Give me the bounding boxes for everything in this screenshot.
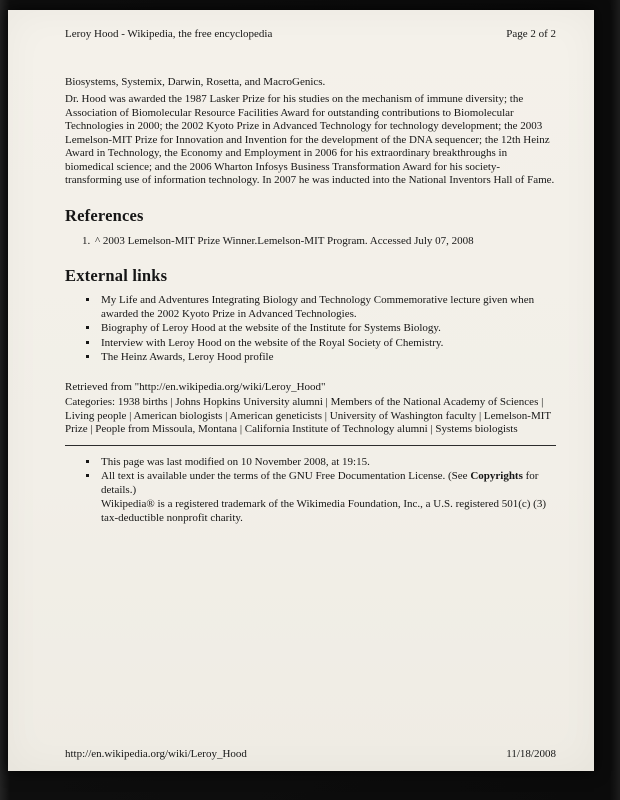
categories-line: Categories: 1938 births | Johns Hopkins University alumni | Members of the National Academy of Sciences | Living people | American biologists | American geneticists | University of Washington faculty | Lemelson-MIT Prize | People from Missoula, Montana | California Institute of Technology alumni | Systems biologists — [65, 396, 551, 435]
footer-notes-list — [65, 456, 556, 526]
categories-divider — [65, 445, 556, 446]
retrieved-from-line: Retrieved from "http://en.wikipedia.org/wiki/Leroy_Hood" — [65, 380, 326, 393]
print-footer — [65, 748, 556, 762]
list-item: ▪ My Life and Adventures Integrating Biology and Technology Commemorative lecture given when awarded the 2002 Kyoto Prize in Advanced Technologies. — [99, 294, 556, 321]
license-text-tail: for details.) — [101, 470, 539, 496]
list-item: ▪ Interview with Leroy Hood on the website of the Royal Society of Chemistry. — [99, 337, 556, 351]
external-links-heading: External links — [65, 266, 168, 285]
external-links-list — [65, 294, 556, 365]
license-note — [99, 470, 556, 525]
print-header — [65, 28, 556, 42]
print-footer-date: 11/18/2008 — [506, 747, 556, 760]
copyrights-emphasis: Copyrights — [470, 470, 523, 482]
license-text: All text is available under the terms of the GNU Free Documentation License. (See — [101, 470, 471, 482]
reference-item: 1. ^ 2003 Lemelson-MIT Prize Winner.Lemelson-MIT Program. Accessed July 07, 2008 — [93, 235, 556, 249]
list-item: ▪ Biography of Leroy Hood at the website of the Institute for Systems Biology. — [99, 322, 556, 336]
references-list — [65, 235, 556, 249]
page-content — [8, 10, 594, 771]
trademark-note: Wikipedia® is a registered trademark of the Wikimedia Foundation, Inc., a U.S. registered 501(c) (3) tax-deductible nonprofit charity. — [101, 498, 546, 524]
last-modified-note: ▪ This page was last modified on 10 November 2008, at 19:15. — [99, 456, 556, 470]
intro-line: Biosystems, Systemix, Darwin, Rosetta, and MacroGenics. — [65, 75, 326, 88]
references-heading: References — [65, 205, 144, 225]
awards-paragraph: Dr. Hood was awarded the 1987 Lasker Prize for his studies on the mechanism of immune diversity; the Association of Biomolecular Resource Facilities Award for outstanding contributions to Biomolecular Technologies in 2000; the 2002 Kyoto Prize in Advanced Technology for technology development; the 2003 Lemelson-MIT Prize for Innovation and Invention for the development of the DNA sequencer; the 12th Heinz Award in Technology, the Economy and Employment in 2006 for his extraordinary breakthroughs in biomedical science; and the 2006 Wharton Infosys Business Transformation Award for his society-transforming use of information technology. In 2007 he was inducted into the National Inventors Hall of Fame. — [65, 93, 555, 186]
print-header-page-number: Page 2 of 2 — [506, 28, 556, 40]
print-header-title: Leroy Hood - Wikipedia, the free encyclopedia — [65, 28, 273, 40]
list-item: ▪ The Heinz Awards, Leroy Hood profile — [99, 351, 556, 365]
printed-page — [8, 10, 594, 771]
print-footer-url: http://en.wikipedia.org/wiki/Leroy_Hood — [65, 747, 247, 760]
